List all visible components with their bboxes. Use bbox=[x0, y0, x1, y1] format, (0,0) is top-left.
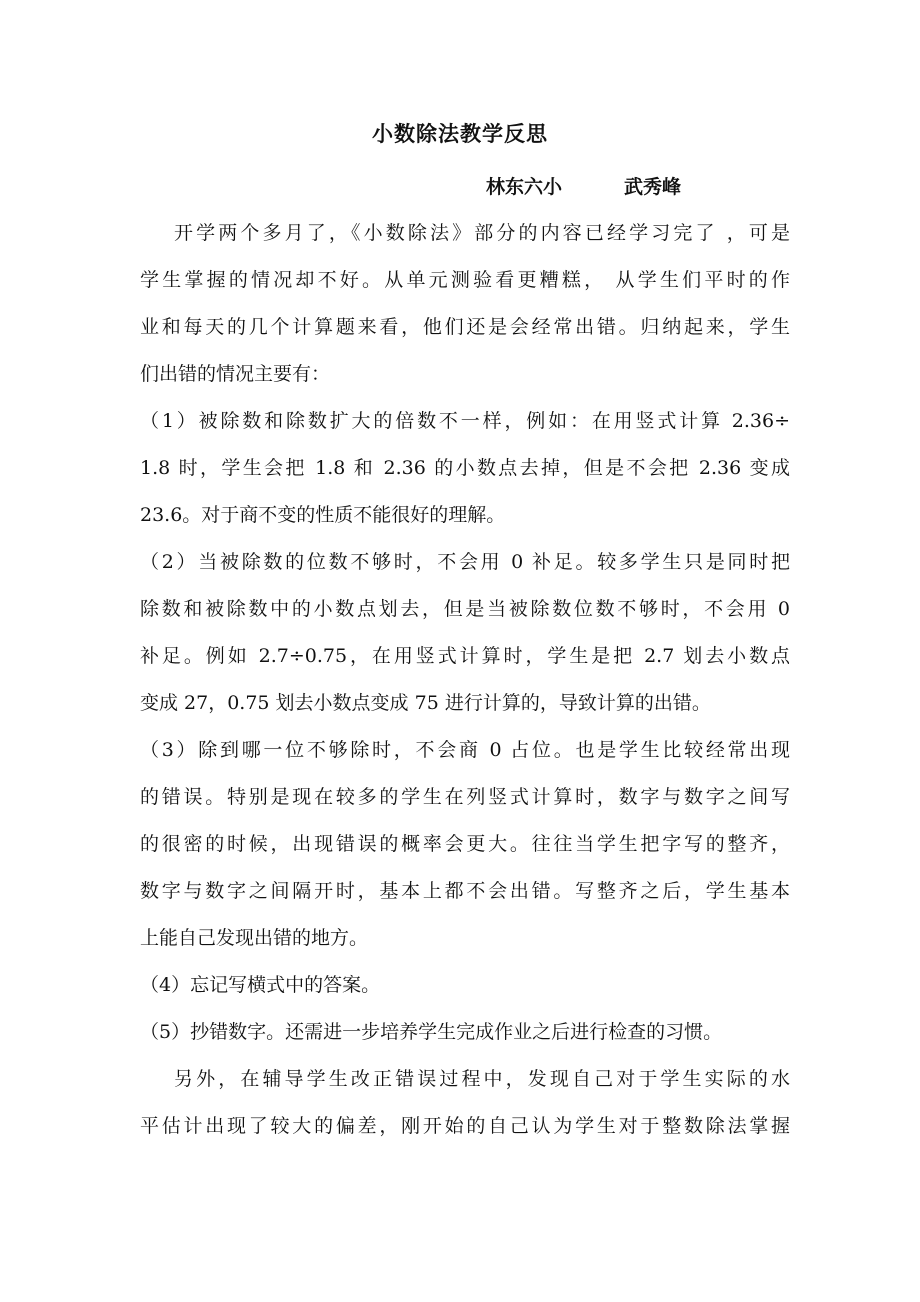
text-line: 的错误。特别是现在较多的学生在列竖式计算时，数字与数字之间写 bbox=[140, 786, 790, 808]
text-line: 除数和被除数中的小数点划去，但是当被除数位数不够时，不会用 0 bbox=[140, 598, 790, 620]
text-line: 补足。例如 2.7÷0.75，在用竖式计算时，学生是把 2.7 划去小数点 bbox=[140, 645, 790, 667]
text-line: 另外，在辅导学生改正错误过程中，发现自己对于学生实际的水 bbox=[174, 1068, 790, 1090]
text-line: （4）忘记写横式中的答案。 bbox=[140, 974, 381, 996]
text-line: （2）当被除数的位数不够时，不会用 0 补足。较多学生只是同时把 bbox=[140, 551, 790, 573]
text-line: 业和每天的几个计算题来看，他们还是会经常出错。归纳起来，学生 bbox=[140, 316, 790, 338]
text-line: 数字与数字之间隔开时，基本上都不会出错。写整齐之后，学生基本 bbox=[140, 880, 790, 902]
author-line bbox=[486, 172, 681, 199]
text-line: 的很密的时候，出现错误的概率会更大。往往当学生把字写的整齐， bbox=[140, 833, 790, 855]
document-body bbox=[140, 210, 790, 1150]
text-line: 上能自己发现出错的地方。 bbox=[140, 927, 369, 949]
author-name: 武秀峰 bbox=[624, 176, 682, 198]
text-line: 学生掌握的情况却不好。从单元测验看更糟糕， 从学生们平时的作 bbox=[140, 269, 790, 291]
text-line: 平估计出现了较大的偏差，刚开始的自己认为学生对于整数除法掌握 bbox=[140, 1115, 790, 1137]
text-line: （5）抄错数字。还需进一步培养学生完成作业之后进行检查的习惯。 bbox=[140, 1021, 723, 1043]
text-line: 开学两个多月了，《小数除法》部分的内容已经学习完了 ，可是 bbox=[174, 222, 790, 244]
text-line: （1）被除数和除数扩大的倍数不一样，例如：在用竖式计算 2.36÷ bbox=[140, 410, 790, 432]
text-line: 们出错的情况主要有： bbox=[140, 363, 331, 385]
text-line: 1.8 时，学生会把 1.8 和 2.36 的小数点去掉，但是不会把 2.36 变成 bbox=[140, 457, 790, 479]
text-line: 23.6。对于商不变的性质不能很好的理解。 bbox=[140, 504, 506, 526]
text-line: 变成 27，0.75 划去小数点变成 75 进行计算的，导致计算的出错。 bbox=[140, 692, 711, 714]
document-title: 小数除法教学反思 bbox=[372, 122, 548, 146]
text-line: （3）除到哪一位不够除时，不会商 0 占位。也是学生比较经常出现 bbox=[140, 739, 790, 761]
school-name: 林东六小 bbox=[486, 176, 563, 198]
